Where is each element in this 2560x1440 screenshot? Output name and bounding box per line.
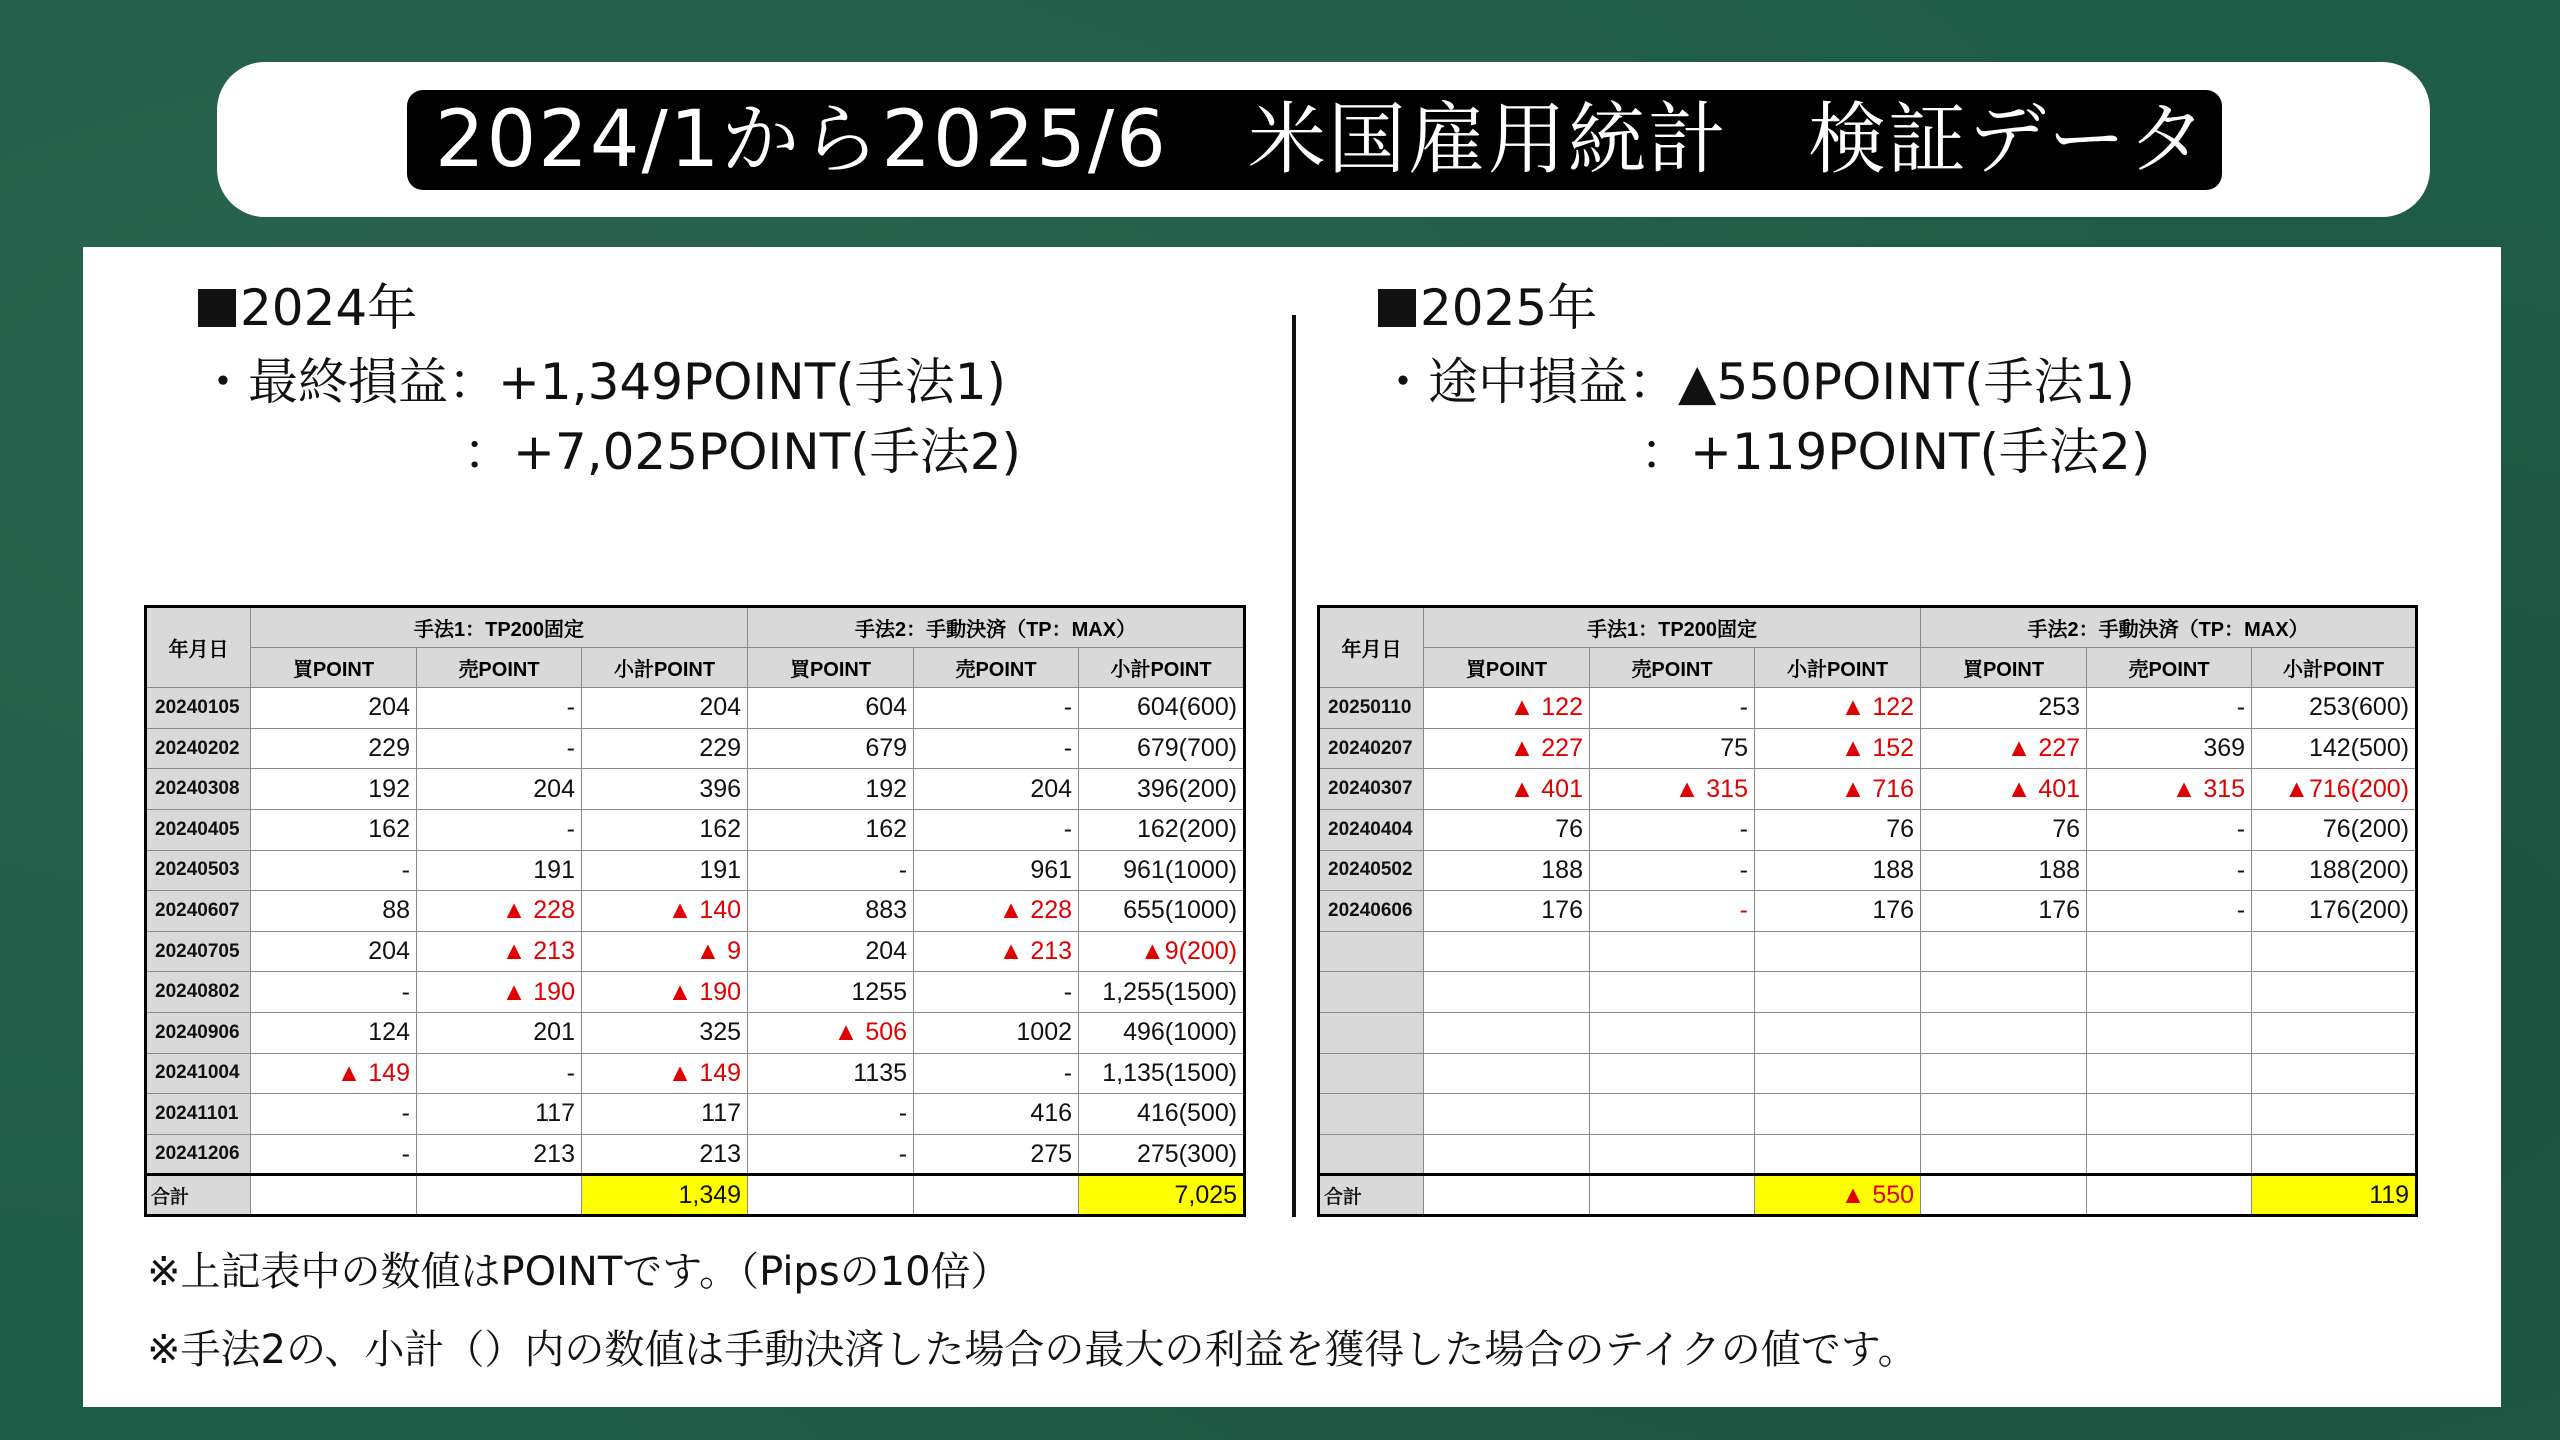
cell-empty [1921,1134,2087,1175]
table-row-empty [1319,1012,2417,1053]
cell-m1sub: 162 [582,809,748,850]
cell-m1buy: - [251,972,417,1013]
cell-empty [1755,931,1921,972]
cell-m1buy: 124 [251,1012,417,1053]
cell-m1sell: 204 [417,769,582,810]
cell-m2buy: 253 [1921,688,2087,729]
cell-m1buy: 88 [251,891,417,932]
table-row-empty [1319,1053,2417,1094]
cell-empty [2087,972,2252,1013]
cell-m1sub: ▲ 122 [1755,688,1921,729]
row-date: 20241206 [146,1134,251,1175]
cell-empty [2252,1053,2417,1094]
cell-m1sub: 176 [1755,891,1921,932]
title-card [217,62,2430,217]
summary-2024-heading [198,278,417,338]
cell-m2buy: - [748,1134,914,1175]
cell-m2sell: - [2087,850,2252,891]
cell-m2buy: 76 [1921,809,2087,850]
cell-empty [1921,1053,2087,1094]
cell-m2sell: - [2087,688,2252,729]
header-buy: 買POINT [251,647,417,688]
total-empty [1921,1175,2087,1216]
header-method1: 手法1：TP200固定 [251,607,748,648]
cell-m1buy: 188 [1424,850,1590,891]
total-empty [417,1175,582,1216]
table-row [146,1094,1245,1135]
cell-m2buy: 883 [748,891,914,932]
cell-m1sell: ▲ 228 [417,891,582,932]
cell-empty [1424,1012,1590,1053]
total-method2-2024: 7,025 [1079,1175,1245,1216]
row-date [1319,931,1424,972]
cell-m1sub: 117 [582,1094,748,1135]
table-row [146,1053,1245,1094]
cell-m1buy: 192 [251,769,417,810]
cell-empty [1424,1094,1590,1135]
cell-m2buy: 679 [748,728,914,769]
table-row [146,769,1245,810]
total-method2-2025: 119 [2252,1175,2417,1216]
table-row [1319,688,2417,729]
table-row [146,931,1245,972]
cell-m1sell: ▲ 213 [417,931,582,972]
cell-m1sell: - [1590,809,1755,850]
summary-2024-method2: ：+7,025POINT(手法2) [463,423,1022,481]
summary-2025-line1 [1378,352,2135,412]
header-date: 年月日 [146,607,251,688]
cell-m1buy: ▲ 122 [1424,688,1590,729]
cell-m1sell: - [1590,850,1755,891]
cell-empty [1590,1012,1755,1053]
cell-m2sub: ▲9(200) [1079,931,1245,972]
cell-m2sell: ▲ 213 [914,931,1079,972]
cell-m2buy: 192 [748,769,914,810]
table-row [1319,769,2417,810]
total-empty [251,1175,417,1216]
cell-m1buy: 162 [251,809,417,850]
row-date [1319,1094,1424,1135]
cell-empty [1590,1094,1755,1135]
cell-m2sell: 961 [914,850,1079,891]
summary-2024-method1: +1,349POINT(手法1) [498,353,1007,411]
cell-m1sub: 396 [582,769,748,810]
cell-m2buy: 204 [748,931,914,972]
summary-2024-heading-text: 2024年 [240,279,418,337]
cell-m1buy: ▲ 149 [251,1053,417,1094]
cell-m1buy: - [251,1094,417,1135]
cell-m1sell: - [1590,891,1755,932]
cell-empty [2087,1094,2252,1135]
cell-m1buy: - [251,1134,417,1175]
cell-m1sell: - [417,809,582,850]
cell-empty [1755,1094,1921,1135]
cell-m1sub: ▲ 190 [582,972,748,1013]
row-date: 20250110 [1319,688,1424,729]
row-date: 20241004 [146,1053,251,1094]
cell-m1buy: 76 [1424,809,1590,850]
table-row-empty [1319,931,2417,972]
header-sell: 売POINT [914,647,1079,688]
cell-empty [1590,931,1755,972]
cell-m2buy: 1255 [748,972,914,1013]
cell-m1buy: 229 [251,728,417,769]
cell-m1sub: 229 [582,728,748,769]
summary-2025-heading [1378,278,1597,338]
row-date [1319,1134,1424,1175]
total-method1-2025: ▲ 550 [1755,1175,1921,1216]
row-date: 20240502 [1319,850,1424,891]
total-empty [914,1175,1079,1216]
row-date: 20240607 [146,891,251,932]
cell-m1buy: ▲ 227 [1424,728,1590,769]
square-bullet-icon [1378,289,1416,327]
cell-empty [1590,972,1755,1013]
row-date: 20240307 [1319,769,1424,810]
header-method2: 手法2：手動決済（TP：MAX） [1921,607,2417,648]
cell-m1sub: ▲ 152 [1755,728,1921,769]
table-row [1319,850,2417,891]
cell-empty [2087,1053,2252,1094]
header-method2: 手法2：手動決済（TP：MAX） [748,607,1245,648]
row-date: 20240503 [146,850,251,891]
cell-m1buy: - [251,850,417,891]
cell-empty [1921,931,2087,972]
cell-m2sub: 253(600) [2252,688,2417,729]
cell-empty [2252,1012,2417,1053]
cell-m2sub: 162(200) [1079,809,1245,850]
table-row-empty [1319,1094,2417,1135]
cell-m2sub: 496(1000) [1079,1012,1245,1053]
summary-2025-heading-text: 2025年 [1420,279,1598,337]
cell-empty [1755,1012,1921,1053]
table-row [1319,809,2417,850]
summary-2024-label: ・最終損益： [198,353,498,411]
cell-m2sub: 142(500) [2252,728,2417,769]
cell-m1sub: 325 [582,1012,748,1053]
cell-m2buy: 176 [1921,891,2087,932]
cell-m1sub: ▲ 9 [582,931,748,972]
cell-m2sub: 76(200) [2252,809,2417,850]
cell-m2sub: 604(600) [1079,688,1245,729]
row-date: 20240105 [146,688,251,729]
table-row [146,728,1245,769]
cell-m1sell: - [417,728,582,769]
cell-empty [1424,1053,1590,1094]
cell-m1sub: 191 [582,850,748,891]
cell-m1buy: 176 [1424,891,1590,932]
cell-m2buy: 162 [748,809,914,850]
cell-m2buy: - [748,1094,914,1135]
cell-m2sub: 655(1000) [1079,891,1245,932]
cell-m1sell: - [417,688,582,729]
cell-m2buy: - [748,850,914,891]
table-row-empty [1319,972,2417,1013]
table-row-empty [1319,1134,2417,1175]
header-subtotal: 小計POINT [1755,647,1921,688]
square-bullet-icon [198,289,236,327]
row-date: 20240802 [146,972,251,1013]
header-sell: 売POINT [2087,647,2252,688]
cell-empty [1921,1094,2087,1135]
cell-empty [1590,1053,1755,1094]
header-subtotal: 小計POINT [582,647,748,688]
cell-m1sell: ▲ 190 [417,972,582,1013]
summary-2025-method1: ▲550POINT(手法1) [1678,353,2135,411]
cell-m2sell: ▲ 315 [2087,769,2252,810]
page-title: 2024/1から2025/6 米国雇用統計 検証データ [407,90,2222,190]
cell-empty [2087,931,2252,972]
row-date [1319,972,1424,1013]
cell-empty [1424,1134,1590,1175]
header-subtotal: 小計POINT [1079,647,1245,688]
total-label: 合計 [1319,1175,1424,1216]
cell-m1sell: 117 [417,1094,582,1135]
table-row [146,1012,1245,1053]
cell-empty [1424,972,1590,1013]
cell-m2sell: ▲ 228 [914,891,1079,932]
header-subtotal: 小計POINT [2252,647,2417,688]
table-row [146,688,1245,729]
cell-m2sub: ▲716(200) [2252,769,2417,810]
cell-m2buy: ▲ 506 [748,1012,914,1053]
cell-empty [1921,972,2087,1013]
row-date: 20240308 [146,769,251,810]
cell-m2sell: 416 [914,1094,1079,1135]
cell-m1sell: - [1590,688,1755,729]
row-date: 20240207 [1319,728,1424,769]
row-date: 20240705 [146,931,251,972]
cell-m2buy: 188 [1921,850,2087,891]
header-buy: 買POINT [1424,647,1590,688]
header-buy: 買POINT [1921,647,2087,688]
table-2024 [144,605,1246,1217]
cell-m1sell: ▲ 315 [1590,769,1755,810]
cell-m2sell: - [2087,809,2252,850]
cell-empty [2252,1134,2417,1175]
row-date [1319,1012,1424,1053]
cell-m1sub: 213 [582,1134,748,1175]
cell-m2sub: 679(700) [1079,728,1245,769]
cell-m1sub: 204 [582,688,748,729]
header-date: 年月日 [1319,607,1424,688]
cell-m1sell: 213 [417,1134,582,1175]
cell-empty [2087,1134,2252,1175]
cell-m2buy: 604 [748,688,914,729]
row-date: 20241101 [146,1094,251,1135]
row-date: 20240405 [146,809,251,850]
cell-m1sub: ▲ 140 [582,891,748,932]
cell-m2sub: 275(300) [1079,1134,1245,1175]
row-date [1319,1053,1424,1094]
cell-m1sell: - [417,1053,582,1094]
cell-m2sell: 1002 [914,1012,1079,1053]
cell-m1buy: 204 [251,688,417,729]
cell-m2sub: 1,135(1500) [1079,1053,1245,1094]
cell-m2buy: 1135 [748,1053,914,1094]
total-empty [1424,1175,1590,1216]
header-sell: 売POINT [1590,647,1755,688]
header-method1: 手法1：TP200固定 [1424,607,1921,648]
cell-m2buy: ▲ 401 [1921,769,2087,810]
cell-m2sell: - [914,688,1079,729]
cell-m2sell: - [914,809,1079,850]
table-row [1319,891,2417,932]
cell-empty [1755,1134,1921,1175]
cell-m2sell: - [914,972,1079,1013]
cell-m2sub: 961(1000) [1079,850,1245,891]
table-row [146,1134,1245,1175]
table-row [146,891,1245,932]
summary-2024-line1 [198,352,1006,412]
cell-m1buy: ▲ 401 [1424,769,1590,810]
cell-m2sell: 204 [914,769,1079,810]
total-empty [2087,1175,2252,1216]
vertical-divider [1292,315,1296,1217]
cell-m1sub: ▲ 149 [582,1053,748,1094]
cell-m2sub: 396(200) [1079,769,1245,810]
cell-m2sell: 275 [914,1134,1079,1175]
cell-m1sell: 75 [1590,728,1755,769]
header-sell: 売POINT [417,647,582,688]
cell-empty [2252,1094,2417,1135]
table-row [1319,728,2417,769]
cell-empty [1755,1053,1921,1094]
total-label: 合計 [146,1175,251,1216]
table-row [146,972,1245,1013]
cell-m2sell: - [914,1053,1079,1094]
cell-m2sell: - [2087,891,2252,932]
note-2: ※手法2の、小計（）内の数値は手動決済した場合の最大の利益を獲得した場合のテイクの値です。 [147,1327,1918,1373]
table-row [146,809,1245,850]
cell-m2sell: - [914,728,1079,769]
note-1: ※上記表中の数値はPOINTです。（Pipsの10倍） [147,1249,1011,1295]
cell-empty [2252,972,2417,1013]
table-row [146,850,1245,891]
cell-m1sell: 201 [417,1012,582,1053]
cell-empty [1755,972,1921,1013]
row-date: 20240404 [1319,809,1424,850]
cell-empty [1921,1012,2087,1053]
cell-empty [2087,1012,2252,1053]
cell-m1sub: 188 [1755,850,1921,891]
cell-m2sub: 1,255(1500) [1079,972,1245,1013]
table-2025 [1317,605,2418,1217]
row-date: 20240606 [1319,891,1424,932]
cell-m2buy: ▲ 227 [1921,728,2087,769]
cell-m2sub: 176(200) [2252,891,2417,932]
total-empty [748,1175,914,1216]
header-buy: 買POINT [748,647,914,688]
cell-empty [1590,1134,1755,1175]
summary-2025-label: ・途中損益： [1378,353,1678,411]
cell-m1buy: 204 [251,931,417,972]
cell-m1sell: 191 [417,850,582,891]
cell-m1sub: 76 [1755,809,1921,850]
cell-empty [2252,931,2417,972]
row-date: 20240202 [146,728,251,769]
total-empty [1590,1175,1755,1216]
cell-m2sub: 188(200) [2252,850,2417,891]
cell-m2sub: 416(500) [1079,1094,1245,1135]
summary-2025-method2: ：+119POINT(手法2) [1640,423,2151,481]
total-method1-2024: 1,349 [582,1175,748,1216]
cell-m1sub: ▲ 716 [1755,769,1921,810]
row-date: 20240906 [146,1012,251,1053]
cell-empty [1424,931,1590,972]
cell-m2sell: 369 [2087,728,2252,769]
